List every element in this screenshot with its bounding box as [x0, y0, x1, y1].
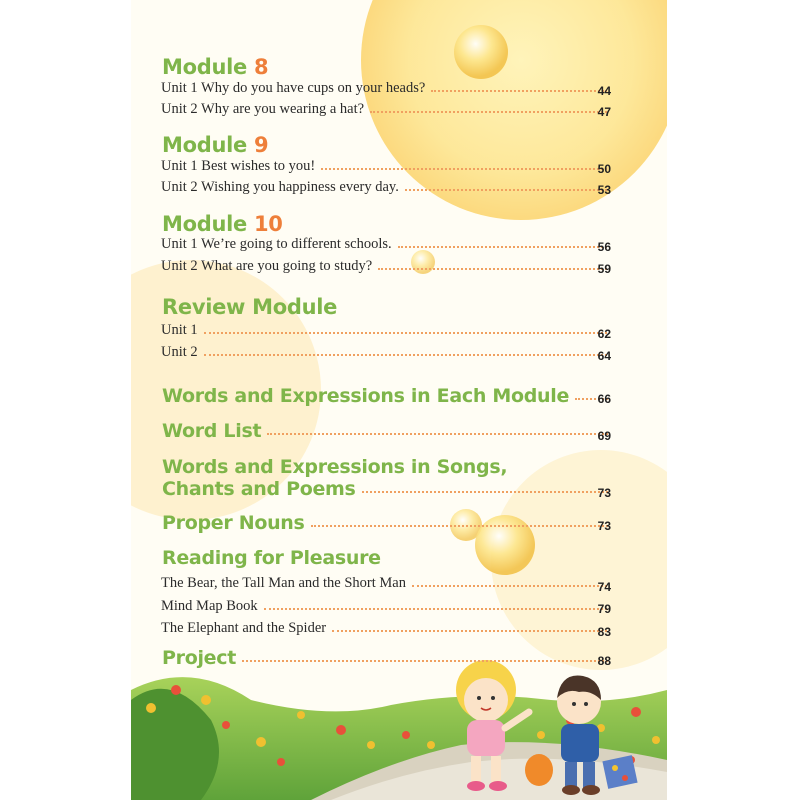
page-number: 50: [597, 162, 611, 176]
toc-section-line1: Words and Expressions in Songs,: [162, 456, 508, 478]
toc-entry[interactable]: Unit 1 We’re going to different schools.: [161, 236, 611, 253]
page-number: 56: [597, 240, 611, 254]
toc-entry[interactable]: Unit 1 Best wishes to you!: [161, 158, 611, 175]
toc-entry[interactable]: Unit 2 Wishing you happiness every day.: [161, 179, 611, 196]
toc-entry[interactable]: The Elephant and the Spider: [161, 620, 611, 637]
page-number: 62: [597, 327, 611, 341]
page-number: 69: [597, 429, 611, 443]
page-number: 59: [597, 262, 611, 276]
page-number: 73: [597, 519, 611, 533]
table-of-contents: [131, 0, 667, 800]
reading-heading: Reading for Pleasure: [162, 547, 381, 569]
toc-entry[interactable]: Unit 2 Why are you wearing a hat?: [161, 101, 611, 118]
page-number: 64: [597, 349, 611, 363]
toc-section[interactable]: Words and Expressions in Each Module: [162, 385, 612, 407]
page-number: 74: [597, 580, 611, 594]
toc-section[interactable]: Word List: [162, 420, 612, 442]
toc-entry[interactable]: Unit 1: [161, 322, 611, 339]
page-number: 44: [597, 84, 611, 98]
textbook-page: [131, 0, 667, 800]
page-number: 66: [597, 392, 611, 406]
page-number: 83: [597, 625, 611, 639]
toc-entry[interactable]: Unit 2 What are you going to study?: [161, 258, 611, 275]
toc-section[interactable]: Project: [162, 647, 612, 669]
page-number: 79: [597, 602, 611, 616]
page-number: 47: [597, 105, 611, 119]
review-heading: Review Module: [162, 295, 338, 319]
page-number: 73: [597, 486, 611, 500]
toc-entry[interactable]: Unit 2: [161, 344, 611, 361]
page-number: 88: [597, 654, 611, 668]
toc-entry[interactable]: Unit 1 Why do you have cups on your heads?: [161, 80, 611, 97]
module-heading: Module 9: [162, 133, 269, 157]
toc-section[interactable]: Proper Nouns: [162, 512, 612, 534]
page-number: 53: [597, 183, 611, 197]
toc-entry[interactable]: Mind Map Book: [161, 598, 611, 615]
toc-entry[interactable]: The Bear, the Tall Man and the Short Man: [161, 575, 611, 592]
module-heading: Module 10: [162, 212, 283, 236]
toc-section[interactable]: Chants and Poems: [162, 478, 612, 500]
module-heading: Module 8: [162, 55, 269, 79]
